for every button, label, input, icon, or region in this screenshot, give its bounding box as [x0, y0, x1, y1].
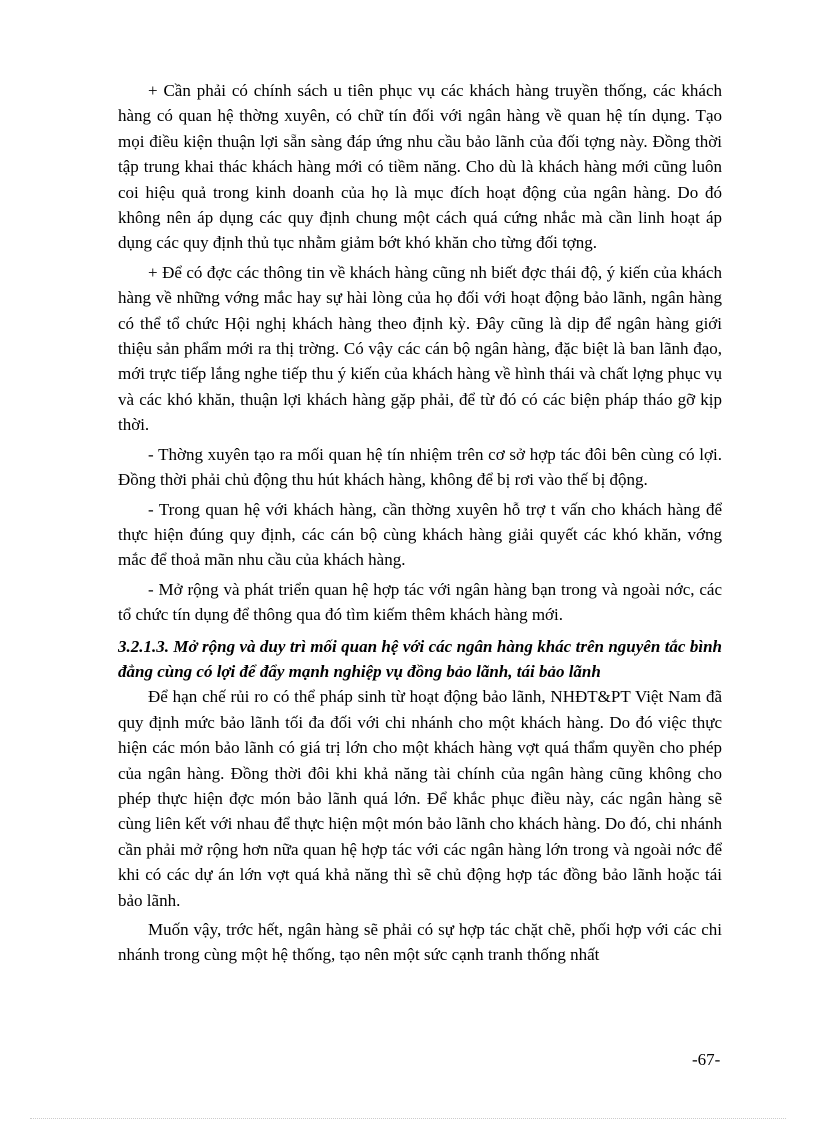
page-number: -67-	[692, 1050, 721, 1069]
section-heading: 3.2.1.3. Mở rộng và duy trì mối quan hệ với các ngân hàng khác trên nguyên tắc bình đẳng cùng có lợi để đẩy mạnh nghiệp vụ đồng bảo lãnh, tái bảo lãnh	[118, 636, 722, 681]
paragraph-partner-banks: - Mở rộng và phát triển quan hệ hợp tác với ngân hàng bạn trong và ngoài nớc, các tổ chức tín dụng để thông qua đó tìm kiếm thêm khách hàng mới.	[118, 579, 722, 625]
paragraph-customer-conference: + Để có đợc các thông tin về khách hàng cũng nh biết đợc thái độ, ý kiến của khách hàng về những vớng mắc hay sự hài lòng của họ đối với hoạt động bảo lãnh, ngân hàng có thể tổ chức Hội nghị khách hàng theo định kỳ. Đây cũng là dịp để ngân hàng giới thiệu sản phẩm mới ra thị trờng. Có vậy các cán bộ ngân hàng, đặc biệt là ban lãnh đạo, mới trực tiếp lắng nghe tiếp thu ý kiến của khách hàng về hình thái và chất lợng phục vụ và các khó khăn, thuận lợi khách hàng gặp phải, để từ đó có các biện pháp tháo gỡ kịp thời.	[118, 262, 722, 435]
document-page	[118, 78, 722, 972]
paragraph-risk-limit: Để hạn chế rủi ro có thể pháp sinh từ hoạt động bảo lãnh, NHĐT&PT Việt Nam đã quy định mức bảo lãnh tối đa đối với chi nhánh cho một khách hàng. Do đó việc thực hiện các món bảo lãnh có giá trị lớn cho một khách hàng vợt quá thẩm quyền cho phép của ngân hàng. Đồng thời đôi khi khả năng tài chính của ngân hàng cũng không cho phép thực hiện đợc món bảo lãnh quá lớn. Để khắc phục điều này, các ngân hàng sẽ cùng liên kết với nhau để thực hiện một món bảo lãnh cho khách hàng. Do đó, chi nhánh cần phải mở rộng hơn nữa quan hệ hợp tác với các ngân hàng lớn trong và ngoài nớc để khi có các dự án lớn vợt quá khả năng thì sẽ chủ động hợp tác đồng bảo lãnh hoặc tái bảo lãnh.	[118, 687, 722, 910]
paragraph-traditional-customers: + Cần phải có chính sách u tiên phục vụ các khách hàng truyền thống, các khách hàng có quan hệ thờng xuyên, có chữ tín đối với ngân hàng về quan hệ tín dụng. Tạo mọi điều kiện thuận lợi sẵn sàng đáp ứng nhu cầu bảo lãnh của đối tợng này. Đồng thời tập trung khai thác khách hàng mới có tiềm năng. Cho dù là khách hàng mới cũng luôn coi hiệu quả trong kinh doanh của họ là mục đích hoạt động của ngân hàng. Do đó không nên áp dụng các quy định chung một cách quá cứng nhắc mà cần linh hoạt áp dụng các quy định thủ tục nhằm giảm bớt khó khăn cho từng đối tợng.	[118, 81, 722, 253]
paragraph-trust-relationship: - Thờng xuyên tạo ra mối quan hệ tín nhiệm trên cơ sở hợp tác đôi bên cùng có lợi. Đồng thời phải chủ động thu hút khách hàng, không để bị rơi vào thế bị động.	[118, 444, 722, 490]
paragraph-cooperation: Muốn vậy, trớc hết, ngân hàng sẽ phải có sự hợp tác chặt chẽ, phối hợp với các chi nhánh trong cùng một hệ thống, tạo nên một sức cạnh tranh thống nhất	[118, 920, 722, 965]
paragraph-customer-support: - Trong quan hệ với khách hàng, cần thờng xuyên hỗ trợ t vấn cho khách hàng để thực hiện đúng quy định, các cán bộ cùng khách hàng giải quyết các khó khăn, vớng mắc để thoả mãn nhu cầu của khách hàng.	[118, 499, 722, 570]
page-bottom-divider	[30, 1118, 786, 1119]
